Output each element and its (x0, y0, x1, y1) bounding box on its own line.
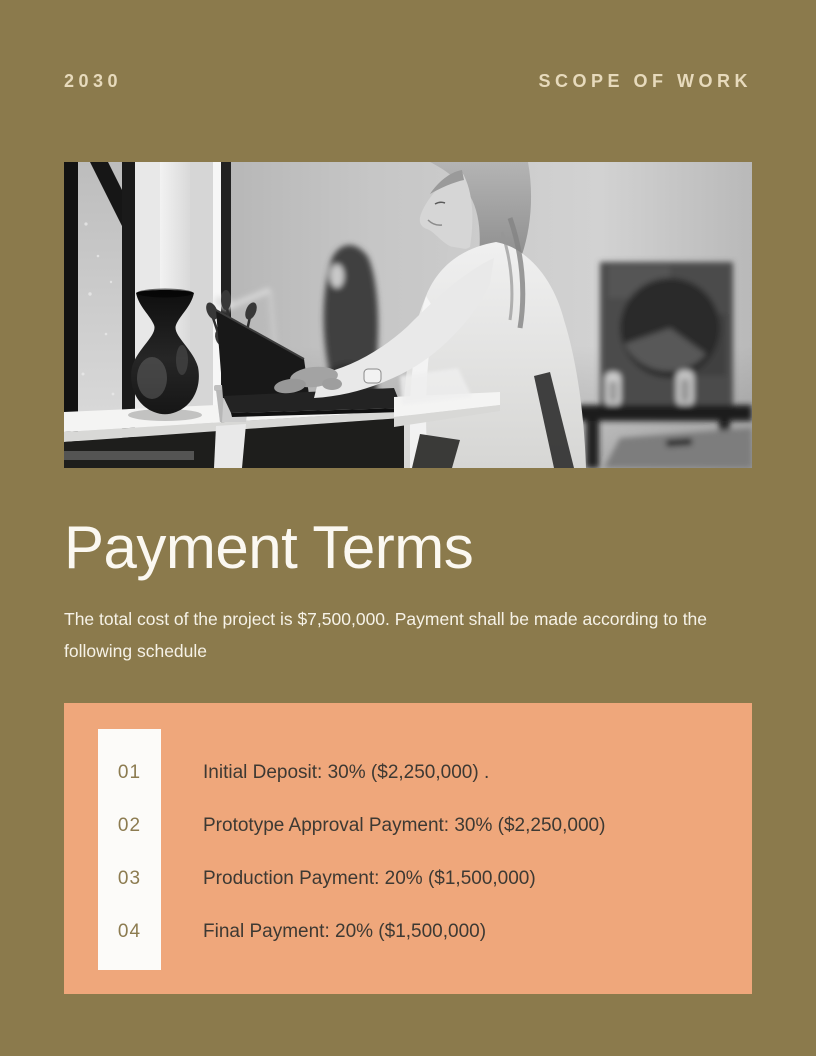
page-title: Payment Terms (64, 514, 474, 581)
row-text: Prototype Approval Payment: 30% ($2,250,000) (203, 814, 606, 836)
payment-schedule-panel (64, 703, 752, 994)
header-year: 2030 (64, 71, 123, 91)
row-text: Initial Deposit: 30% ($2,250,000) . (203, 761, 490, 783)
row-number: 02 (117, 814, 142, 836)
page-header (64, 0, 752, 92)
row-text: Final Payment: 20% ($1,500,000) (203, 920, 487, 942)
row-number: 04 (117, 920, 142, 942)
hero-photo-illustration (64, 162, 752, 468)
schedule-row (98, 746, 718, 799)
row-number: 01 (117, 761, 142, 783)
schedule-row (98, 799, 718, 852)
schedule-row (98, 905, 718, 958)
intro-text: The total cost of the project is $7,500,000. Payment shall be made according to the following schedule (64, 609, 708, 661)
schedule-rows (98, 729, 718, 958)
row-number: 03 (117, 867, 142, 889)
header-doc-label: SCOPE OF WORK (538, 71, 752, 91)
row-text: Production Payment: 20% ($1,500,000) (203, 867, 536, 889)
hero-photo (64, 162, 752, 468)
schedule-row (98, 852, 718, 905)
